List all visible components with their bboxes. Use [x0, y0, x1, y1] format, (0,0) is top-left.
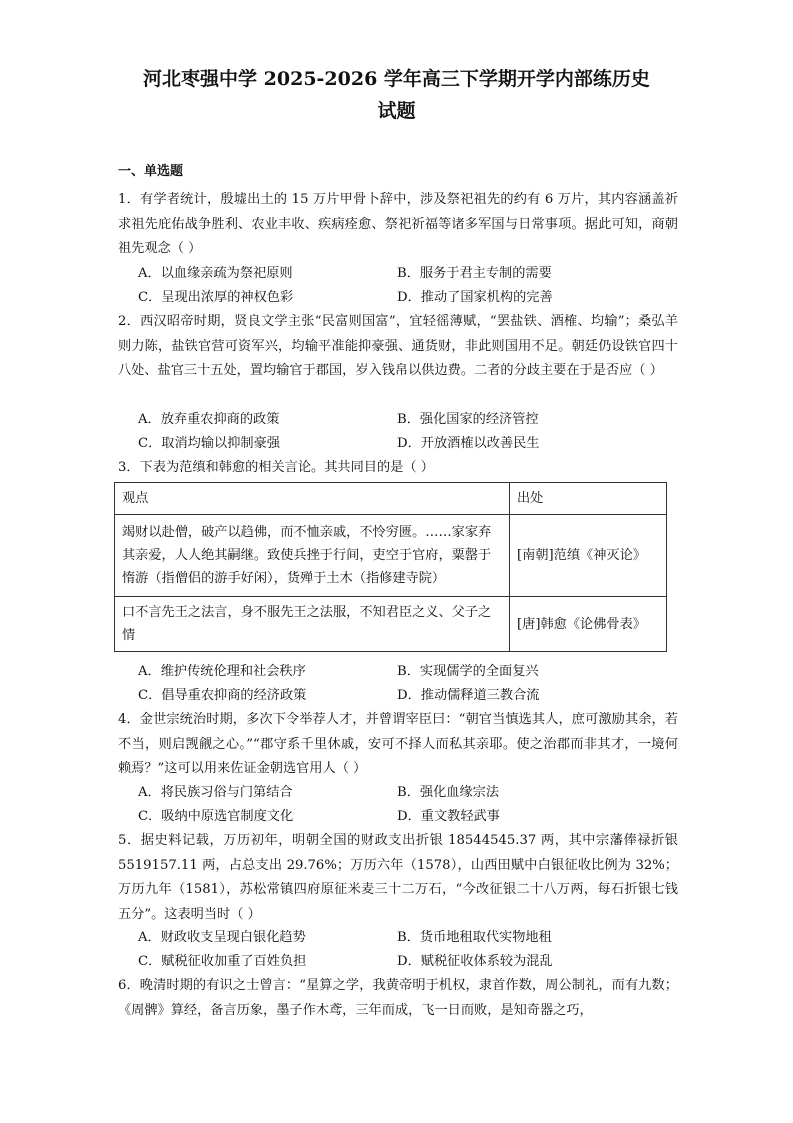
- table-header-row: [115, 483, 667, 515]
- question-4-option-c: C．吸纳中原选官制度文化: [138, 809, 294, 824]
- question-5-option-d: D．赋税征收体系较为混乱: [397, 954, 553, 969]
- question-1-stem: 1．有学者统计，殷墟出土的 15 万片甲骨卜辞中，涉及祭祀祖先的约有 6 万片，其内容涵盖祈求祖先庇佑战争胜利、农业丰收、疾病痊愈、祭祀祈福等诸多军国与日常事项。据此可知，商朝祖先观念（ ）: [118, 192, 678, 256]
- question-3-option-a: A．维护传统伦理和社会秩序: [138, 664, 306, 679]
- table-cell-source: [唐]韩愈《论佛骨表》: [510, 597, 667, 652]
- question-4-option-a: A．将民族习俗与门第结合: [138, 785, 293, 800]
- table-cell-view: 口不言先王之法言，身不服先王之法服，不知君臣之义、父子之情: [115, 597, 510, 652]
- question-3-option-d: D．推动儒释道三教合流: [397, 688, 540, 703]
- question-5-option-b: B．货币地租取代实物地租: [397, 930, 552, 945]
- table-header-view: 观点: [115, 483, 510, 515]
- question-1-option-d: D．推动了国家机构的完善: [397, 290, 553, 305]
- question-5-option-a: A．财政收支呈现白银化趋势: [138, 930, 306, 945]
- table-cell-source: [南朝]范缜《神灭论》: [510, 515, 667, 597]
- question-1-option-b: B．服务于君主专制的需要: [397, 266, 552, 281]
- question-4-option-b: B．强化血缘宗法: [397, 785, 500, 800]
- question-2-option-b: B．强化国家的经济管控: [397, 412, 539, 427]
- question-2-option-c: C．取消均输以抑制豪强: [138, 436, 280, 451]
- question-3-table: [114, 482, 667, 652]
- page-title-continued: 试题: [377, 100, 416, 122]
- question-4-option-d: D．重文教轻武事: [397, 809, 500, 824]
- question-3-option-b: B．实现儒学的全面复兴: [397, 664, 539, 679]
- question-3-option-c: C．倡导重农抑商的经济政策: [138, 688, 307, 703]
- question-2-option-d: D．开放酒榷以改善民生: [397, 436, 540, 451]
- question-2-option-a: A．放弃重农抑商的政策: [138, 412, 280, 427]
- question-2-stem: 2．西汉昭帝时期，贤良文学主张“民富则国富”，宜轻徭薄赋，“罢盐铁、酒榷、均输”；桑弘羊则力陈，盐铁官营可资军兴，均输平准能抑豪强、通货财，非此则国用不足。朝廷仍设铁官四十八处、盐官三十五处，置均输官于郡国，岁入钱帛以供边费。二者的分歧主要在于是否应（ ）: [118, 314, 678, 378]
- table-row: [115, 515, 667, 597]
- table-row: [115, 597, 667, 652]
- question-1-option-a: A．以血缘亲疏为祭祀原则: [138, 266, 293, 281]
- question-4-stem: 4．金世宗统治时期，多次下令举荐人才，并曾谓宰臣曰：“朝官当慎选其人，庶可激励其余，若不当，则启觊觎之心。”“郡守系千里休戚，安可不择人而私其亲耶。使之治郡而非其才，一境何赖焉？”这可以用来佐证金朝选官用人（ ）: [118, 712, 678, 776]
- question-5-stem: 5．据史料记载，万历初年，明朝全国的财政支出折银 18544545.37 两，其中宗藩俸禄折银 5519157.11 两，占总支出 29.76%；万历六年（1578），山西田赋中白银征收比例为 32%；万历九年（1581），苏松常镇四府原征米麦三十二万石，“今改征银二十八万两，每石折银七钱五分”。这表明当时（ ）: [118, 833, 678, 922]
- question-5-option-c: C．赋税征收加重了百姓负担: [138, 954, 307, 969]
- table-header-source: 出处: [510, 483, 667, 515]
- question-1-option-c: C．呈现出浓厚的神权色彩: [138, 290, 294, 305]
- table-cell-view: 竭财以赴僧，破产以趋佛，而不恤亲戚，不怜穷匮。……家家弃其亲爱，人人绝其嗣继。致使兵挫于行间，吏空于官府，粟罄于惰游（指僧侣的游手好闲），货殚于土木（指修建寺院）: [115, 515, 510, 597]
- section-heading: 一、单选题: [118, 164, 184, 179]
- question-6-stem: 6．晚清时期的有识之士曾言：“星算之学，我黄帝明于机权，隶首作数，周公制礼，而有九数；《周髀》算经，备言历象，墨子作木鸢，三年而成，飞一日而败，是知奇器之巧，: [118, 978, 678, 1018]
- page-title: 河北枣强中学 2025-2026 学年高三下学期开学内部练历史: [143, 68, 650, 90]
- question-3-stem: 3．下表为范缜和韩愈的相关言论。其共同目的是（ ）: [118, 460, 434, 475]
